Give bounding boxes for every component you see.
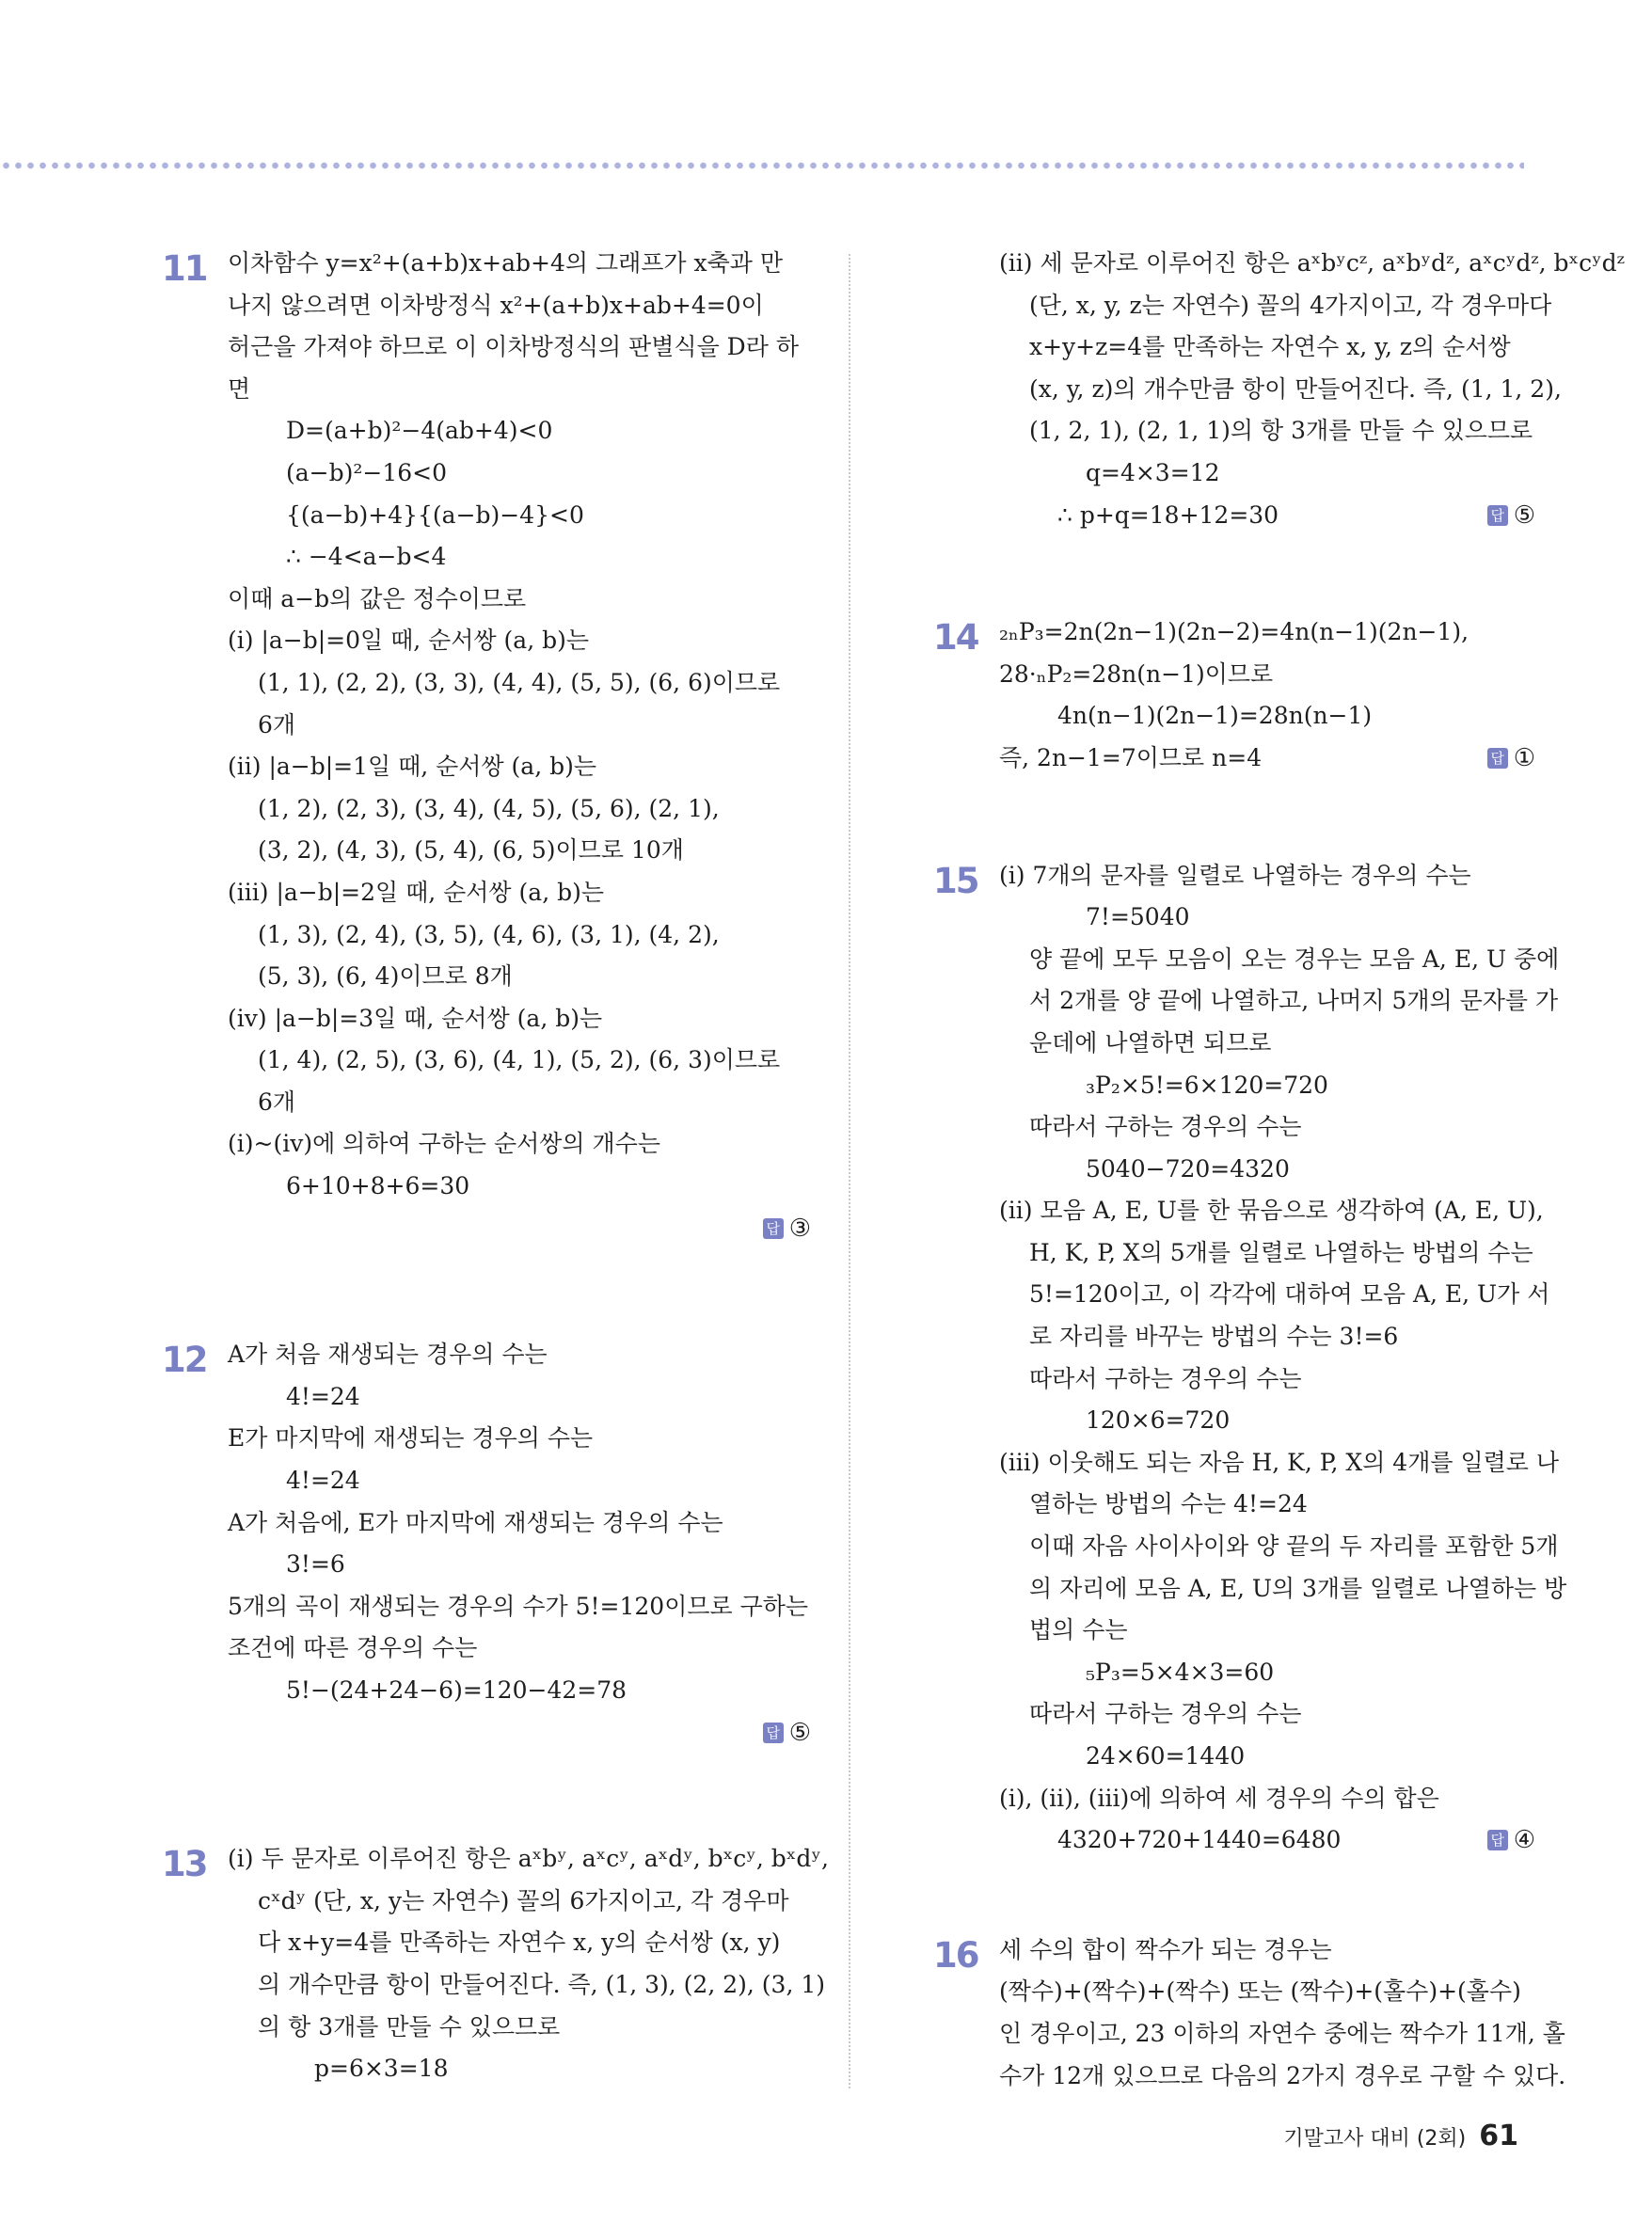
math-line: 3!=6 bbox=[286, 1550, 345, 1579]
left-column bbox=[162, 243, 829, 2090]
math-line: 4!=24 bbox=[286, 1382, 360, 1410]
math-line: 7!=5040 bbox=[1086, 903, 1190, 931]
text-line: E가 마지막에 재생되는 경우의 수는 bbox=[228, 1424, 594, 1453]
text-line: A가 처음에, E가 마지막에 재생되는 경우의 수는 bbox=[228, 1508, 723, 1536]
case-heading: (ⅱ) 세 문자로 이루어진 항은 aˣbʸcᶻ, aˣbʸdᶻ, aˣcʸdᶻ, bˣcʸdᶻ bbox=[999, 249, 1625, 277]
answer-value: ⑤ bbox=[1513, 500, 1535, 530]
problem-number: 16 bbox=[933, 1934, 978, 1976]
math-line: q=4×3=12 bbox=[1086, 458, 1220, 486]
case-line: 법의 수는 bbox=[1029, 1616, 1128, 1644]
answer-icon: 답 bbox=[763, 1723, 784, 1743]
math-line: ₅P₃=5×4×3=60 bbox=[1086, 1658, 1275, 1686]
math-line: p=6×3=18 bbox=[314, 2055, 449, 2083]
case-line: (5, 3), (6, 4)이므로 8개 bbox=[258, 962, 513, 991]
right-column bbox=[933, 243, 1625, 2097]
case-heading: (ⅰ) 7개의 문자를 일렬로 나열하는 경우의 수는 bbox=[999, 861, 1471, 889]
problem-16 bbox=[933, 1929, 1566, 2097]
math-line: 4!=24 bbox=[286, 1467, 360, 1495]
case-line: 따라서 구하는 경우의 수는 bbox=[1029, 1364, 1302, 1392]
problem-number: 11 bbox=[162, 248, 207, 289]
problem-number: 14 bbox=[933, 617, 978, 659]
answer-icon: 답 bbox=[763, 1218, 784, 1239]
answer-value: ① bbox=[1513, 744, 1535, 773]
page-footer bbox=[1283, 2120, 1518, 2152]
case-line: 열하는 방법의 수는 4!=24 bbox=[1029, 1490, 1308, 1518]
answer-icon: 답 bbox=[1487, 505, 1508, 526]
math-line: ∴ −4<a−b<4 bbox=[286, 543, 447, 571]
answer-icon: 답 bbox=[1487, 748, 1508, 769]
problem-13 bbox=[162, 1838, 829, 2090]
case-line: (단, x, y, z는 자연수) 꼴의 4가지이고, 각 경우마다 bbox=[1029, 291, 1552, 319]
math-line: 28·ₙP₂=28n(n−1)이므로 bbox=[999, 659, 1274, 688]
case-line: 서 2개를 양 끝에 나열하고, 나머지 5개의 문자를 가 bbox=[1029, 987, 1559, 1015]
case-line: 6개 bbox=[258, 710, 296, 738]
math-line: ₃P₂×5!=6×120=720 bbox=[1086, 1071, 1328, 1099]
problem-13-continued bbox=[933, 243, 1625, 536]
math-line: 6+10+8+6=30 bbox=[286, 1172, 470, 1200]
problem-number: 13 bbox=[162, 1844, 207, 1885]
problem-15 bbox=[933, 855, 1567, 1862]
text-line: 세 수의 합이 짝수가 되는 경우는 bbox=[999, 1935, 1332, 1963]
math-line: D=(a+b)²−4(ab+4)<0 bbox=[286, 417, 553, 445]
case-heading: (ⅱ) |a−b|=1일 때, 순서쌍 (a, b)는 bbox=[228, 753, 596, 781]
case-heading: (ⅰ) 두 문자로 이루어진 항은 aˣbʸ, aˣcʸ, aˣdʸ, bˣcʸ, bˣdʸ, bbox=[228, 1845, 829, 1873]
text-line: 이때 a−b의 값은 정수이므로 bbox=[228, 584, 527, 612]
math-line: (a−b)²−16<0 bbox=[286, 458, 447, 486]
dotted-header-rule bbox=[0, 161, 1524, 170]
problem-number: 12 bbox=[162, 1340, 207, 1381]
math-line: ∴ p+q=18+12=30 bbox=[1057, 500, 1279, 529]
text-line: 면 bbox=[228, 374, 251, 403]
case-line: 의 자리에 모음 A, E, U의 3개를 일렬로 나열하는 방 bbox=[1029, 1574, 1567, 1602]
case-line: x+y+z=4를 만족하는 자연수 x, y, z의 순서쌍 bbox=[1029, 333, 1511, 361]
case-line: (x, y, z)의 개수만큼 항이 만들어진다. 즉, (1, 1, 2), bbox=[1029, 374, 1562, 403]
case-line: 따라서 구하는 경우의 수는 bbox=[1029, 1700, 1302, 1728]
case-line: cˣdʸ (단, x, y는 자연수) 꼴의 6가지이고, 각 경우마 bbox=[258, 1886, 789, 1914]
case-line: 양 끝에 모두 모음이 오는 경우는 모음 A, E, U 중에 bbox=[1029, 945, 1560, 973]
text-line: 나지 않으려면 이차방정식 x²+(a+b)x+ab+4=0이 bbox=[228, 291, 764, 319]
case-line: 따라서 구하는 경우의 수는 bbox=[1029, 1113, 1302, 1141]
problem-14 bbox=[933, 611, 1535, 779]
case-line: H, K, P, X의 5개를 일렬로 나열하는 방법의 수는 bbox=[1029, 1238, 1533, 1266]
math-line: 4n(n−1)(2n−1)=28n(n−1) bbox=[1057, 702, 1373, 730]
case-heading: (ⅲ) 이웃해도 되는 자음 H, K, P, X의 4개를 일렬로 나 bbox=[999, 1448, 1559, 1476]
case-line: (1, 3), (2, 4), (3, 5), (4, 6), (3, 1), (4, 2), bbox=[258, 920, 720, 948]
case-heading: (ⅳ) |a−b|=3일 때, 순서쌍 (a, b)는 bbox=[228, 1004, 603, 1032]
text-line: 이차함수 y=x²+(a+b)x+ab+4의 그래프가 x축과 만 bbox=[228, 249, 783, 277]
case-line: 다 x+y=4를 만족하는 자연수 x, y의 순서쌍 (x, y) bbox=[258, 1929, 781, 1957]
page-number: 61 bbox=[1479, 2120, 1518, 2152]
case-line: (1, 2, 1), (2, 1, 1)의 항 3개를 만들 수 있으므로 bbox=[1029, 417, 1533, 445]
math-line: 24×60=1440 bbox=[1086, 1742, 1246, 1770]
text-line: 5개의 곡이 재생되는 경우의 수가 5!=120이므로 구하는 bbox=[228, 1592, 809, 1620]
case-line: 운데에 나열하면 되므로 bbox=[1029, 1028, 1272, 1056]
case-line: 이때 자음 사이사이와 양 끝의 두 자리를 포함한 5개 bbox=[1029, 1532, 1559, 1561]
text-line: (ⅰ), (ⅱ), (ⅲ)에 의하여 세 경우의 수의 합은 bbox=[999, 1784, 1439, 1812]
answer-value: ③ bbox=[788, 1214, 811, 1243]
answer-mark bbox=[228, 1712, 811, 1755]
text-line: 즉, 2n−1=7이므로 n=4 bbox=[999, 743, 1263, 771]
math-line: 5!−(24+24−6)=120−42=78 bbox=[286, 1676, 627, 1704]
case-line: 5!=120이고, 이 각각에 대하여 모음 A, E, U가 서 bbox=[1029, 1280, 1550, 1309]
text-line: 인 경우이고, 23 이하의 자연수 중에는 짝수가 11개, 홀 bbox=[999, 2019, 1565, 2047]
text-line: A가 처음 재생되는 경우의 수는 bbox=[228, 1341, 548, 1369]
case-heading: (ⅲ) |a−b|=2일 때, 순서쌍 (a, b)는 bbox=[228, 878, 604, 906]
case-line: 로 자리를 바꾸는 방법의 수는 3!=6 bbox=[1029, 1323, 1399, 1351]
answer-mark bbox=[228, 1208, 811, 1250]
math-line: 5040−720=4320 bbox=[1086, 1154, 1290, 1183]
case-line: 의 항 3개를 만들 수 있으므로 bbox=[258, 2012, 561, 2040]
math-line: 120×6=720 bbox=[1086, 1406, 1231, 1435]
text-line: (ⅰ)~(ⅳ)에 의하여 구하는 순서쌍의 개수는 bbox=[228, 1130, 660, 1158]
problem-number: 15 bbox=[933, 860, 978, 901]
answer-icon: 답 bbox=[1487, 1830, 1508, 1850]
text-line: 수가 12개 있으므로 다음의 2가지 경우로 구할 수 있다. bbox=[999, 2061, 1566, 2089]
answer-value: ⑤ bbox=[788, 1718, 811, 1747]
case-line: (3, 2), (4, 3), (5, 4), (6, 5)이므로 10개 bbox=[258, 836, 684, 865]
math-line: 4320+720+1440=6480 bbox=[1057, 1826, 1342, 1854]
problem-12 bbox=[162, 1334, 811, 1754]
footer-label: 기말고사 대비 (2회) bbox=[1283, 2127, 1467, 2151]
math-line: {(a−b)+4}{(a−b)−4}<0 bbox=[286, 500, 584, 529]
text-line: (짝수)+(짝수)+(짝수) 또는 (짝수)+(홀수)+(홀수) bbox=[999, 1977, 1521, 2006]
case-line: 6개 bbox=[258, 1088, 296, 1116]
math-line: ₂ₙP₃=2n(2n−1)(2n−2)=4n(n−1)(2n−1), bbox=[999, 618, 1469, 646]
case-line: 의 개수만큼 항이 만들어진다. 즉, (1, 3), (2, 2), (3, 1) bbox=[258, 1970, 826, 1998]
case-heading: (ⅱ) 모음 A, E, U를 한 묶음으로 생각하여 (A, E, U), bbox=[999, 1197, 1544, 1225]
case-line: (1, 2), (2, 3), (3, 4), (4, 5), (5, 6), (2, 1), bbox=[258, 794, 720, 822]
text-line: 허근을 가져야 하므로 이 이차방정식의 판별식을 D라 하 bbox=[228, 333, 799, 361]
problem-11 bbox=[162, 243, 811, 1249]
case-heading: (ⅰ) |a−b|=0일 때, 순서쌍 (a, b)는 bbox=[228, 627, 589, 655]
case-line: (1, 4), (2, 5), (3, 6), (4, 1), (5, 2), (6, 3)이므로 bbox=[258, 1046, 781, 1074]
text-line: 조건에 따른 경우의 수는 bbox=[228, 1634, 478, 1662]
case-line: (1, 1), (2, 2), (3, 3), (4, 4), (5, 5), (6, 6)이므로 bbox=[258, 668, 781, 696]
column-divider bbox=[849, 254, 850, 2088]
answer-value: ④ bbox=[1513, 1826, 1535, 1855]
